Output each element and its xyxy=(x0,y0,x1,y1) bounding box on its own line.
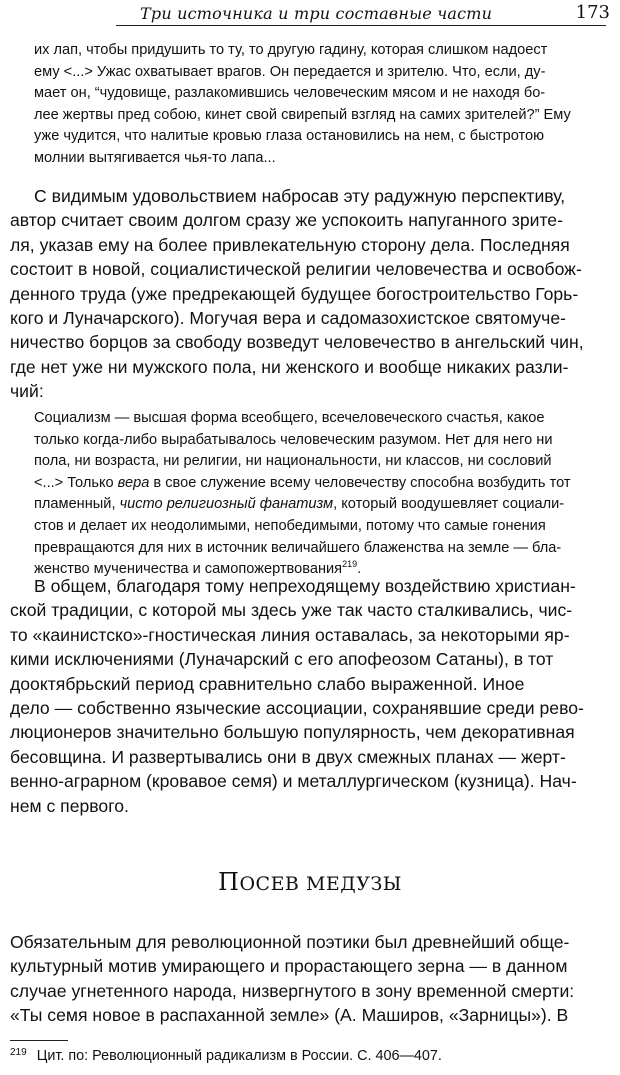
footnote xyxy=(10,1047,610,1065)
quote-line: лее жертвы пред собою, кинет свой свирепый взгляд на самих зрителей?” Ему xyxy=(34,106,571,123)
quote-line: пола, ни возраста, ни религии, ни национальности, ни классов, ни сословий xyxy=(34,453,552,470)
quote-line: их лап, чтобы придушить то ту, то другую гадину, которая слишком надоест xyxy=(34,42,548,58)
text-line: денного труда (уже предрекающей будущее богостроительство Горь- xyxy=(10,283,579,304)
paragraph-3 xyxy=(10,930,610,1028)
quote-line: превращаются для них в источник величайшего блаженства на земле — бла- xyxy=(34,539,562,556)
quote-line: женство мученичества и самопожертвования$^{219}$. xyxy=(34,559,362,578)
running-title: Три источника и три составные части xyxy=(140,4,493,23)
heading-initial: П xyxy=(218,868,240,896)
quote-text: пламенный, xyxy=(34,496,120,513)
quote-line: ему <...> Ужас охватывает врагов. Он передается и зрителю. Что, если, ду- xyxy=(34,63,546,80)
text-line: дело — собственно языческие ассоциации, сохранявшие среди рево- xyxy=(10,698,584,719)
text-line: автор считает своим долгом сразу же успокоить напуганного зрите- xyxy=(10,210,563,231)
quote-line: мает он, “чудовище, разлакомившись человеческим мясом и не находя бо- xyxy=(34,85,546,102)
quote-text: в свое служение всему человечеству способна возбудить тот xyxy=(149,474,571,491)
text-line: венно-аграрном (кровавое семя) и металлургическом (кузница). Нач- xyxy=(10,771,577,792)
text-line: В общем, благодаря тому непреходящему воздействию христиан- xyxy=(34,576,576,596)
text-line: «Ты семя новое в распаханной земле» (А. Маширов, «Зарницы»). В xyxy=(10,1005,569,1026)
quote-line: только когда-либо вырабатывалось человеческим разумом. Нет для него ни xyxy=(34,431,553,448)
emphasis-text: чисто религиозный фанатизм xyxy=(119,496,334,513)
text-line: люционеров значительно большую популярность, чем декоративная xyxy=(10,722,575,743)
text-line: где нет уже ни мужского пола, ни женского и вообще никаких разли- xyxy=(10,356,569,377)
quote-text: , который воодушевляет социали- xyxy=(333,496,565,513)
section-heading xyxy=(0,868,620,896)
footnote-text: Цит. по: Революционный радикализм в России. С. 406—407. xyxy=(36,1048,442,1064)
quote-line xyxy=(34,494,594,516)
text-line: ля, указав ему на более привлекательную сторону дела. Последняя xyxy=(10,234,570,255)
text-line: С видимым удовольствием набросав эту радужную перспективу, xyxy=(34,186,566,206)
page-number: 173 xyxy=(575,2,610,23)
emphasis-text: вера xyxy=(117,474,150,491)
header-rule xyxy=(116,25,606,26)
text-line: дооктябрьский период сравнительно слабо выраженной. Иное xyxy=(10,673,525,694)
text-line: случае угнетенного народа, низвергнутого в зону временной смерти: xyxy=(10,980,575,1001)
text-line: состоит в новой, социалистической религии человечества и освобож- xyxy=(10,259,582,280)
text-line: то «каинистско»-гностическая линия оставалась, за некоторыми яр- xyxy=(10,624,570,645)
text-line: кого и Луначарского). Могучая вера и садомазохистское святомуче- xyxy=(10,308,566,329)
quote-line xyxy=(34,473,594,495)
quote-line: уже чудится, что налитые кровью глаза остановились на нем, с быстротою xyxy=(34,128,545,145)
text-line: бесовщина. И развертывались они в двух смежных планах — жерт- xyxy=(10,746,566,767)
paragraph-1 xyxy=(10,184,610,404)
quote-text: женство мученичества и самопожертвования xyxy=(34,561,343,578)
heading-rest: ОСЕВ МЕДУЗЫ xyxy=(239,873,402,895)
text-line: культурный мотив умирающего и прорастающего зерна — в данном xyxy=(10,956,568,977)
quote-line: стов и делает их неодолимыми, непобедимыми, потому что самые гонения xyxy=(34,517,546,534)
block-quote-1 xyxy=(34,40,594,170)
quote-line: Социализм — высшая форма всеобщего, всечеловеческого счастья, какое xyxy=(34,410,545,426)
paragraph-2 xyxy=(10,574,610,818)
footnote-number: 219 xyxy=(10,1047,27,1058)
text-line: чий: xyxy=(10,381,44,402)
text-line: нем с первого. xyxy=(10,795,129,816)
text-line: Обязательным для революционной поэтики был древнейший обще- xyxy=(10,932,570,952)
block-quote-2 xyxy=(34,408,594,581)
quote-text: <...> Только xyxy=(34,474,118,491)
text-line: ничество борцов за свободу возведут человечество в ангельский чин, xyxy=(10,332,584,353)
quote-line: молнии вытягивается чья-то лапа... xyxy=(34,149,276,166)
text-line: кими исключениями (Луначарский с его апофеозом Сатаны), в тот xyxy=(10,649,554,670)
footnote-rule xyxy=(10,1040,68,1041)
text-line: ской традиции, с которой мы здесь уже так часто сталкивались, чис- xyxy=(10,600,573,621)
footnote-reference: 219 xyxy=(342,559,358,570)
